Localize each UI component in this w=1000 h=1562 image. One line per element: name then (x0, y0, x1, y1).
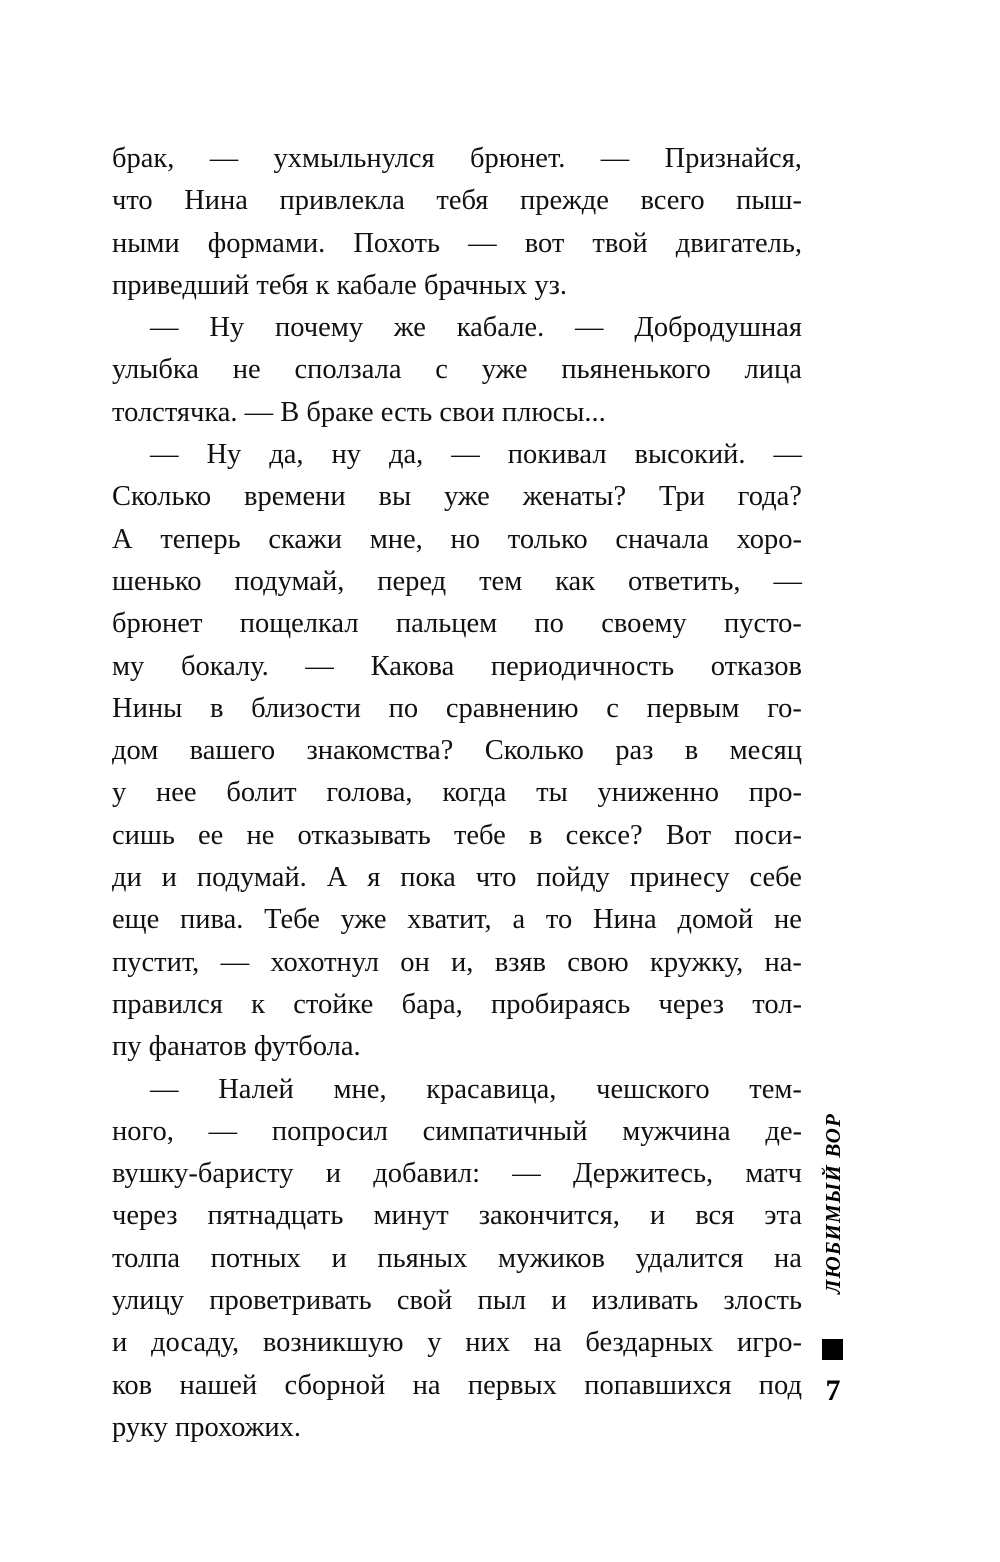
word: сползала (294, 354, 402, 386)
word: возникшую (262, 1327, 404, 1359)
word: мужиков (497, 1242, 605, 1274)
word: дом (112, 735, 159, 767)
word: улицу (112, 1285, 184, 1317)
text-line (112, 857, 802, 899)
word: да, (389, 439, 424, 471)
word: у (112, 777, 127, 809)
word: и (551, 1285, 567, 1317)
word: му (112, 650, 145, 682)
word: хоро- (736, 523, 802, 555)
word: бара, (401, 988, 463, 1020)
word: хохотнул (270, 946, 379, 978)
word: — (150, 312, 179, 344)
word: с (435, 354, 448, 386)
word: тол- (752, 988, 802, 1020)
word: Добродушная (634, 312, 802, 344)
word: брюнет (112, 608, 203, 640)
word: сборной (284, 1369, 386, 1401)
word: формами. (207, 227, 326, 259)
text-line: приведший тебя к кабале брачных уз. (112, 269, 567, 301)
word: — (512, 1158, 541, 1190)
text-line: толстячка. — В браке есть свои плюсы... (112, 396, 606, 428)
word: пыл (477, 1285, 527, 1317)
text-line (112, 307, 802, 349)
word: поси- (734, 819, 802, 851)
word: пьяных (377, 1242, 468, 1274)
word: свой (396, 1285, 453, 1317)
word: на (412, 1369, 441, 1401)
word: не (246, 819, 275, 851)
word: минут (373, 1200, 449, 1232)
text-line (112, 476, 802, 518)
text-line (112, 434, 802, 476)
word: симпатичный (422, 1115, 588, 1147)
word: женаты? (522, 481, 627, 513)
word: потных (210, 1242, 301, 1274)
word: себе (749, 862, 802, 894)
text-line: пу фанатов футбола. (112, 1031, 361, 1063)
word: сишь (112, 819, 175, 851)
text-line (112, 772, 802, 814)
word: де- (765, 1115, 802, 1147)
word: Какова (370, 650, 455, 682)
word: тем (479, 565, 523, 597)
word: как (555, 565, 596, 597)
word: — (773, 565, 802, 597)
word: Признайся, (664, 143, 802, 174)
word: вот (524, 227, 565, 259)
word: сексе? (565, 819, 643, 851)
word: прежде (519, 185, 609, 217)
word: Нина (592, 904, 657, 936)
word: закончится, (478, 1200, 620, 1232)
word: тебя (436, 185, 489, 217)
paragraph (112, 1069, 802, 1450)
word: тем- (749, 1073, 802, 1105)
word: бездарных (585, 1327, 714, 1359)
word: близости (251, 692, 361, 724)
word: изливать (591, 1285, 699, 1317)
word: уже (443, 481, 490, 513)
word: на- (764, 946, 802, 978)
text-line (112, 1195, 802, 1237)
text-line (112, 984, 802, 1026)
word: пусто- (723, 608, 802, 640)
word: периодичность (490, 650, 675, 682)
text-line: руку прохожих. (112, 1411, 302, 1443)
word: брюнет. (470, 143, 566, 174)
word: удалится (635, 1242, 744, 1274)
word: ков (112, 1369, 153, 1401)
text-line (112, 1111, 802, 1153)
word: отказов (710, 650, 802, 682)
word: — (600, 143, 630, 174)
word: теперь (160, 523, 241, 555)
word: пыш- (736, 185, 802, 217)
word: уже (481, 354, 528, 386)
word: сравнению (445, 692, 579, 724)
word: высокий. (634, 439, 746, 471)
text-line (112, 349, 802, 391)
word: бокалу. (180, 650, 269, 682)
word: Ну (209, 312, 245, 344)
page-number: 7 (825, 1374, 841, 1407)
word: Похоть (353, 227, 440, 259)
word: — (468, 227, 497, 259)
word: когда (442, 777, 507, 809)
word: только (507, 523, 588, 555)
word: добавил: (373, 1158, 480, 1190)
word: вы (378, 481, 412, 513)
text-line (112, 1153, 802, 1195)
word: ее (198, 819, 224, 851)
word: и (331, 1242, 347, 1274)
word: свою (567, 946, 629, 978)
word: ного, (112, 1115, 174, 1147)
word: пока (400, 862, 456, 894)
word: Вот (665, 819, 712, 851)
word: Ну (206, 439, 242, 471)
word: кабале. (456, 312, 545, 344)
word: — (150, 1073, 179, 1105)
word: них (465, 1327, 510, 1359)
word: злость (723, 1285, 802, 1317)
word: он (400, 946, 430, 978)
word: стойке (293, 988, 374, 1020)
word: — (305, 650, 334, 682)
text-line (112, 730, 802, 772)
word: что (475, 862, 517, 894)
text-line (112, 942, 802, 984)
word: Тебе (264, 904, 320, 936)
word: твой (592, 227, 648, 259)
word: тебе (453, 819, 506, 851)
word: эта (764, 1200, 802, 1232)
word: всего (640, 185, 705, 217)
word: скажи (268, 523, 342, 555)
word: взяв (494, 946, 546, 978)
black-square-marker (822, 1339, 843, 1360)
word: и (161, 862, 177, 894)
word: мне, (333, 1073, 387, 1105)
word: — (575, 312, 604, 344)
word: Нины (112, 692, 183, 724)
paragraph (112, 307, 802, 434)
word: — (451, 439, 480, 471)
word: к (251, 988, 265, 1020)
word: через (658, 988, 724, 1020)
word: что (112, 185, 153, 217)
word: мужчина (622, 1115, 731, 1147)
word: правился (112, 988, 223, 1020)
word: же (393, 312, 426, 344)
text-line (112, 688, 802, 730)
word: ухмыльнулся (273, 143, 435, 174)
word: домой (677, 904, 754, 936)
text-line (112, 180, 802, 222)
word: перед (377, 565, 447, 597)
text-line (112, 815, 802, 857)
word: игро- (737, 1327, 802, 1359)
word: ты (536, 777, 568, 809)
word: — (773, 439, 802, 471)
word: досаду, (151, 1327, 240, 1359)
word: болит (226, 777, 297, 809)
word: еще (112, 904, 160, 936)
word: нее (156, 777, 197, 809)
word: ответить, (627, 565, 741, 597)
word: под (758, 1369, 802, 1401)
word: пойду (536, 862, 610, 894)
word: ди (112, 862, 142, 894)
word: да, (269, 439, 304, 471)
word: А (326, 862, 348, 894)
word: года? (737, 481, 802, 513)
word: про- (748, 777, 802, 809)
running-head (817, 1083, 851, 1323)
word: чешского (596, 1073, 710, 1105)
word: отказывать (297, 819, 431, 851)
word: голова, (326, 777, 413, 809)
running-head-label: ЛЮБИМЫЙ ВОР (821, 1112, 846, 1294)
word: пустит, (112, 946, 200, 978)
word: Сколько (484, 735, 584, 767)
word: красавица, (426, 1073, 557, 1105)
text-line (112, 1280, 802, 1322)
word: первых (467, 1369, 557, 1401)
word: привлекла (279, 185, 405, 217)
word: униженно (597, 777, 719, 809)
word: пощелкал (239, 608, 359, 640)
body-text-column (112, 138, 802, 1449)
text-line (112, 138, 802, 180)
text-line (112, 646, 802, 688)
word: знакомства? (306, 735, 454, 767)
paragraph (112, 138, 802, 307)
word: в (684, 735, 699, 767)
word: и (112, 1327, 128, 1359)
word: матч (745, 1158, 802, 1190)
text-line (112, 1069, 802, 1111)
word: нашей (179, 1369, 258, 1401)
word: то (545, 904, 573, 936)
word: Сколько (112, 481, 212, 513)
word: лица (744, 354, 802, 386)
word: пива. (180, 904, 244, 936)
word: хватит, (407, 904, 492, 936)
text-line (112, 603, 802, 645)
text-line (112, 561, 802, 603)
word: покивал (507, 439, 607, 471)
word: А (112, 523, 133, 555)
word: вашего (189, 735, 276, 767)
text-line (112, 1238, 802, 1280)
word: времени (244, 481, 346, 513)
word: у (427, 1327, 442, 1359)
word: я (367, 862, 381, 894)
word: не (774, 904, 802, 936)
word: но (450, 523, 481, 555)
word: в (529, 819, 543, 851)
word: попросил (271, 1115, 388, 1147)
text-line (112, 899, 802, 941)
text-line (112, 1322, 802, 1364)
word: мне, (369, 523, 423, 555)
word: раз (615, 735, 654, 767)
word: Нина (184, 185, 248, 217)
word: в (209, 692, 224, 724)
word: и, (451, 946, 474, 978)
paragraph (112, 434, 802, 1068)
word: Держитесь, (572, 1158, 714, 1190)
word: сначала (615, 523, 709, 555)
word: на (774, 1242, 802, 1274)
word: ну (331, 439, 362, 471)
word: шенько (112, 565, 202, 597)
word: ными (112, 227, 180, 259)
word: вся (695, 1200, 735, 1232)
text-line (112, 1365, 802, 1407)
word: пальцем (395, 608, 498, 640)
word: пьяненького (561, 354, 711, 386)
word: по (388, 692, 419, 724)
word: Налей (218, 1073, 294, 1105)
word: первым (646, 692, 740, 724)
word: толпа (112, 1242, 181, 1274)
word: пробираясь (491, 988, 631, 1020)
word: — (208, 1115, 238, 1147)
word: — (209, 143, 239, 174)
word: не (232, 354, 261, 386)
word: вушку-баристу (112, 1158, 294, 1190)
text-line (112, 519, 802, 561)
word: с (606, 692, 619, 724)
word: попавшихся (584, 1369, 732, 1401)
word: почему (275, 312, 364, 344)
word: а (512, 904, 526, 936)
word: подумай. (196, 862, 307, 894)
word: принесу (629, 862, 730, 894)
word: кружку, (649, 946, 744, 978)
word: проветривать (209, 1285, 372, 1317)
word: улыбка (112, 354, 199, 386)
text-line (112, 223, 802, 265)
word: и (325, 1158, 341, 1190)
word: двигатель, (675, 227, 802, 259)
word: Три (659, 481, 705, 513)
word: пятнадцать (207, 1200, 344, 1232)
word: своему (601, 608, 687, 640)
word: брак, (112, 143, 175, 174)
word: уже (340, 904, 387, 936)
word: — (220, 946, 250, 978)
word: — (150, 439, 179, 471)
word: на (533, 1327, 562, 1359)
word: по (534, 608, 564, 640)
word: го- (767, 692, 802, 724)
word: месяц (729, 735, 802, 767)
word: через (112, 1200, 178, 1232)
word: подумай, (234, 565, 345, 597)
word: и (649, 1200, 666, 1232)
